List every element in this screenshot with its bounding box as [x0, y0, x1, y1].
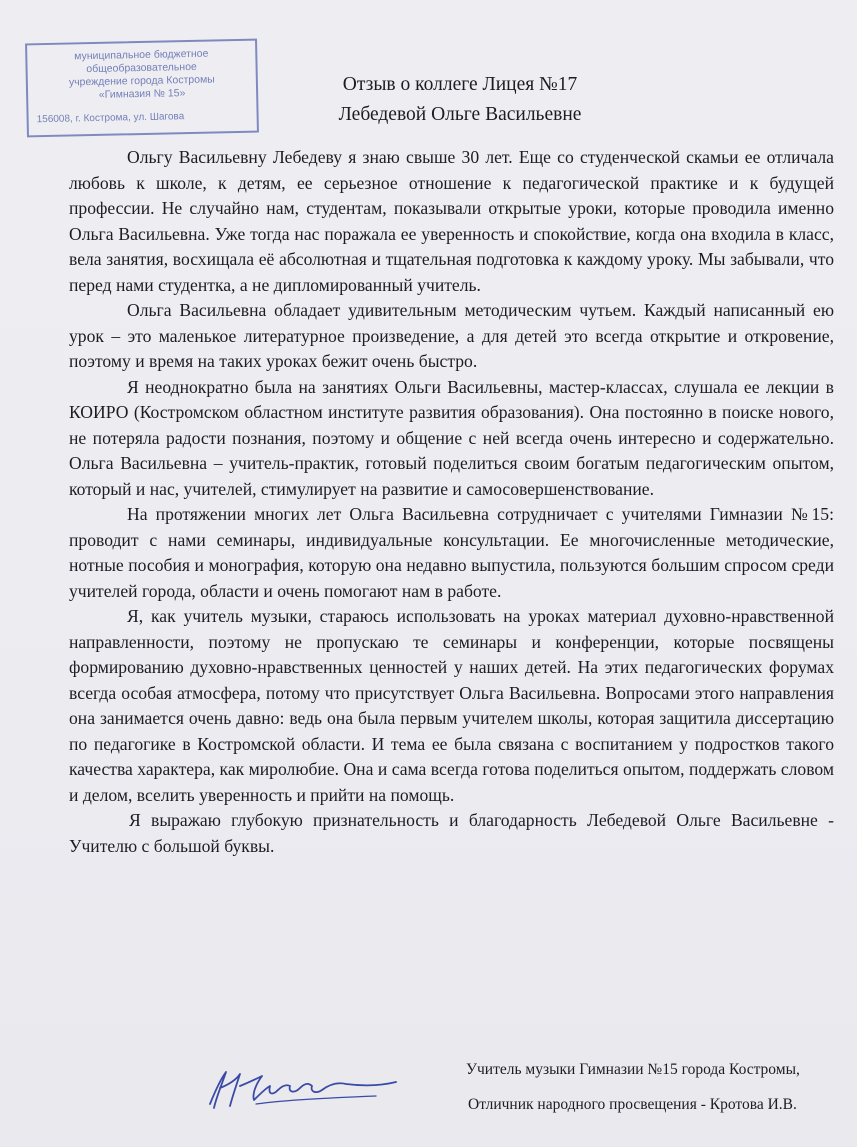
document-body [69, 145, 834, 859]
title-line-2: Лебедевой Ольге Васильевне [338, 104, 582, 125]
paragraph-4: На протяжении многих лет Ольга Васильевна сотрудничает с учителями Гимназии №15: проводит с нами семинары, индивидуальные консультации. Ее многочисленные методические, нотные пособия и монография, которую она недавно выпустила, пользуются большим спросом среди учителей города, области и очень помогают нам в работе. [69, 504, 834, 601]
paragraph-5: Я, как учитель музыки, стараюсь использовать на уроках материал духовно-нравственной направленности, поэтому не пропускаю те семинары и конференции, которые посвящены формированию духовно-нравственных ценностей у наших детей. На этих педагогических форумах всегда особая атмосфера, потому что присутствует Ольга Васильевна. Вопросами этого направления она занимается очень давно: ведь она была первым учителем школы, которая защитила диссертацию по педагогике в Костромской области. И тема ее была связана с воспитанием у подростков такого качества характера, как миролюбие. Она и сама всегда готова поделиться опытом, поддержать словом и делом, вселить уверенность и прийти на помощь. [69, 606, 834, 805]
stamp-line-1: муниципальное бюджетное [74, 47, 209, 63]
handwritten-signature [196, 1064, 406, 1114]
stamp-address: 156008, г. Кострома, ул. Шагова [36, 111, 185, 126]
paragraph-1: Ольгу Васильевну Лебедеву я знаю свыше 30 лет. Еще со студенческой скамьи ее отличала любовь к школе, к детям, ее серьезное отношение к педагогической практике и к будущей профессии. Не случайно нам, студентам, показывали открытые уроки, которые проводила именно Ольга Васильевна. Уже тогда нас поражала ее уверенность и спокойствие, когда она входила в класс, вела занятия, восхищала её абсолютная и тщательная подготовка к каждому уроку. Мы забывали, что перед нами студентка, а не дипломированный учитель. [69, 147, 834, 295]
organization-stamp [25, 39, 259, 138]
stamp-line-4: «Гимназия № 15» [98, 87, 186, 101]
paragraph-3: Я неоднократно была на занятиях Ольги Васильевны, мастер-классах, слушала ее лекции в КОИРО (Костромском областном институте развития образования). Она постоянно в поиске нового, не потеряла радости познания, поэтому и общение с ней всегда очень интересно и содержательно. Ольга Васильевна – учитель-практик, готовый поделиться своим богатым педагогическим опытом, который и нас, учителей, стимулирует на развитие и самосовершенствование. [69, 376, 834, 499]
stamp-line-2: общеобразовательное [86, 60, 197, 76]
stamp-line-3: учреждение города Костромы [68, 73, 215, 89]
paragraph-6: Я выражаю глубокую признательность и благодарность Лебедевой Ольге Васильевне - Учителю с большой буквы. [69, 810, 834, 856]
title-line-1: Отзыв о коллеге Лицея №17 [342, 74, 578, 95]
signer-position: Учитель музыки Гимназии №15 города Костромы, [466, 1061, 800, 1078]
paragraph-2: Ольга Васильевна обладает удивительным методическим чутьем. Каждый написанный ею урок – это маленькое литературное произведение, а для детей это всегда открытие и откровение, поэтому и время на таких уроках бежит очень быстро. [69, 300, 834, 371]
signer-title-name: Отличник народного просвещения - Кротова И.В. [468, 1096, 797, 1113]
document-title [260, 70, 660, 130]
